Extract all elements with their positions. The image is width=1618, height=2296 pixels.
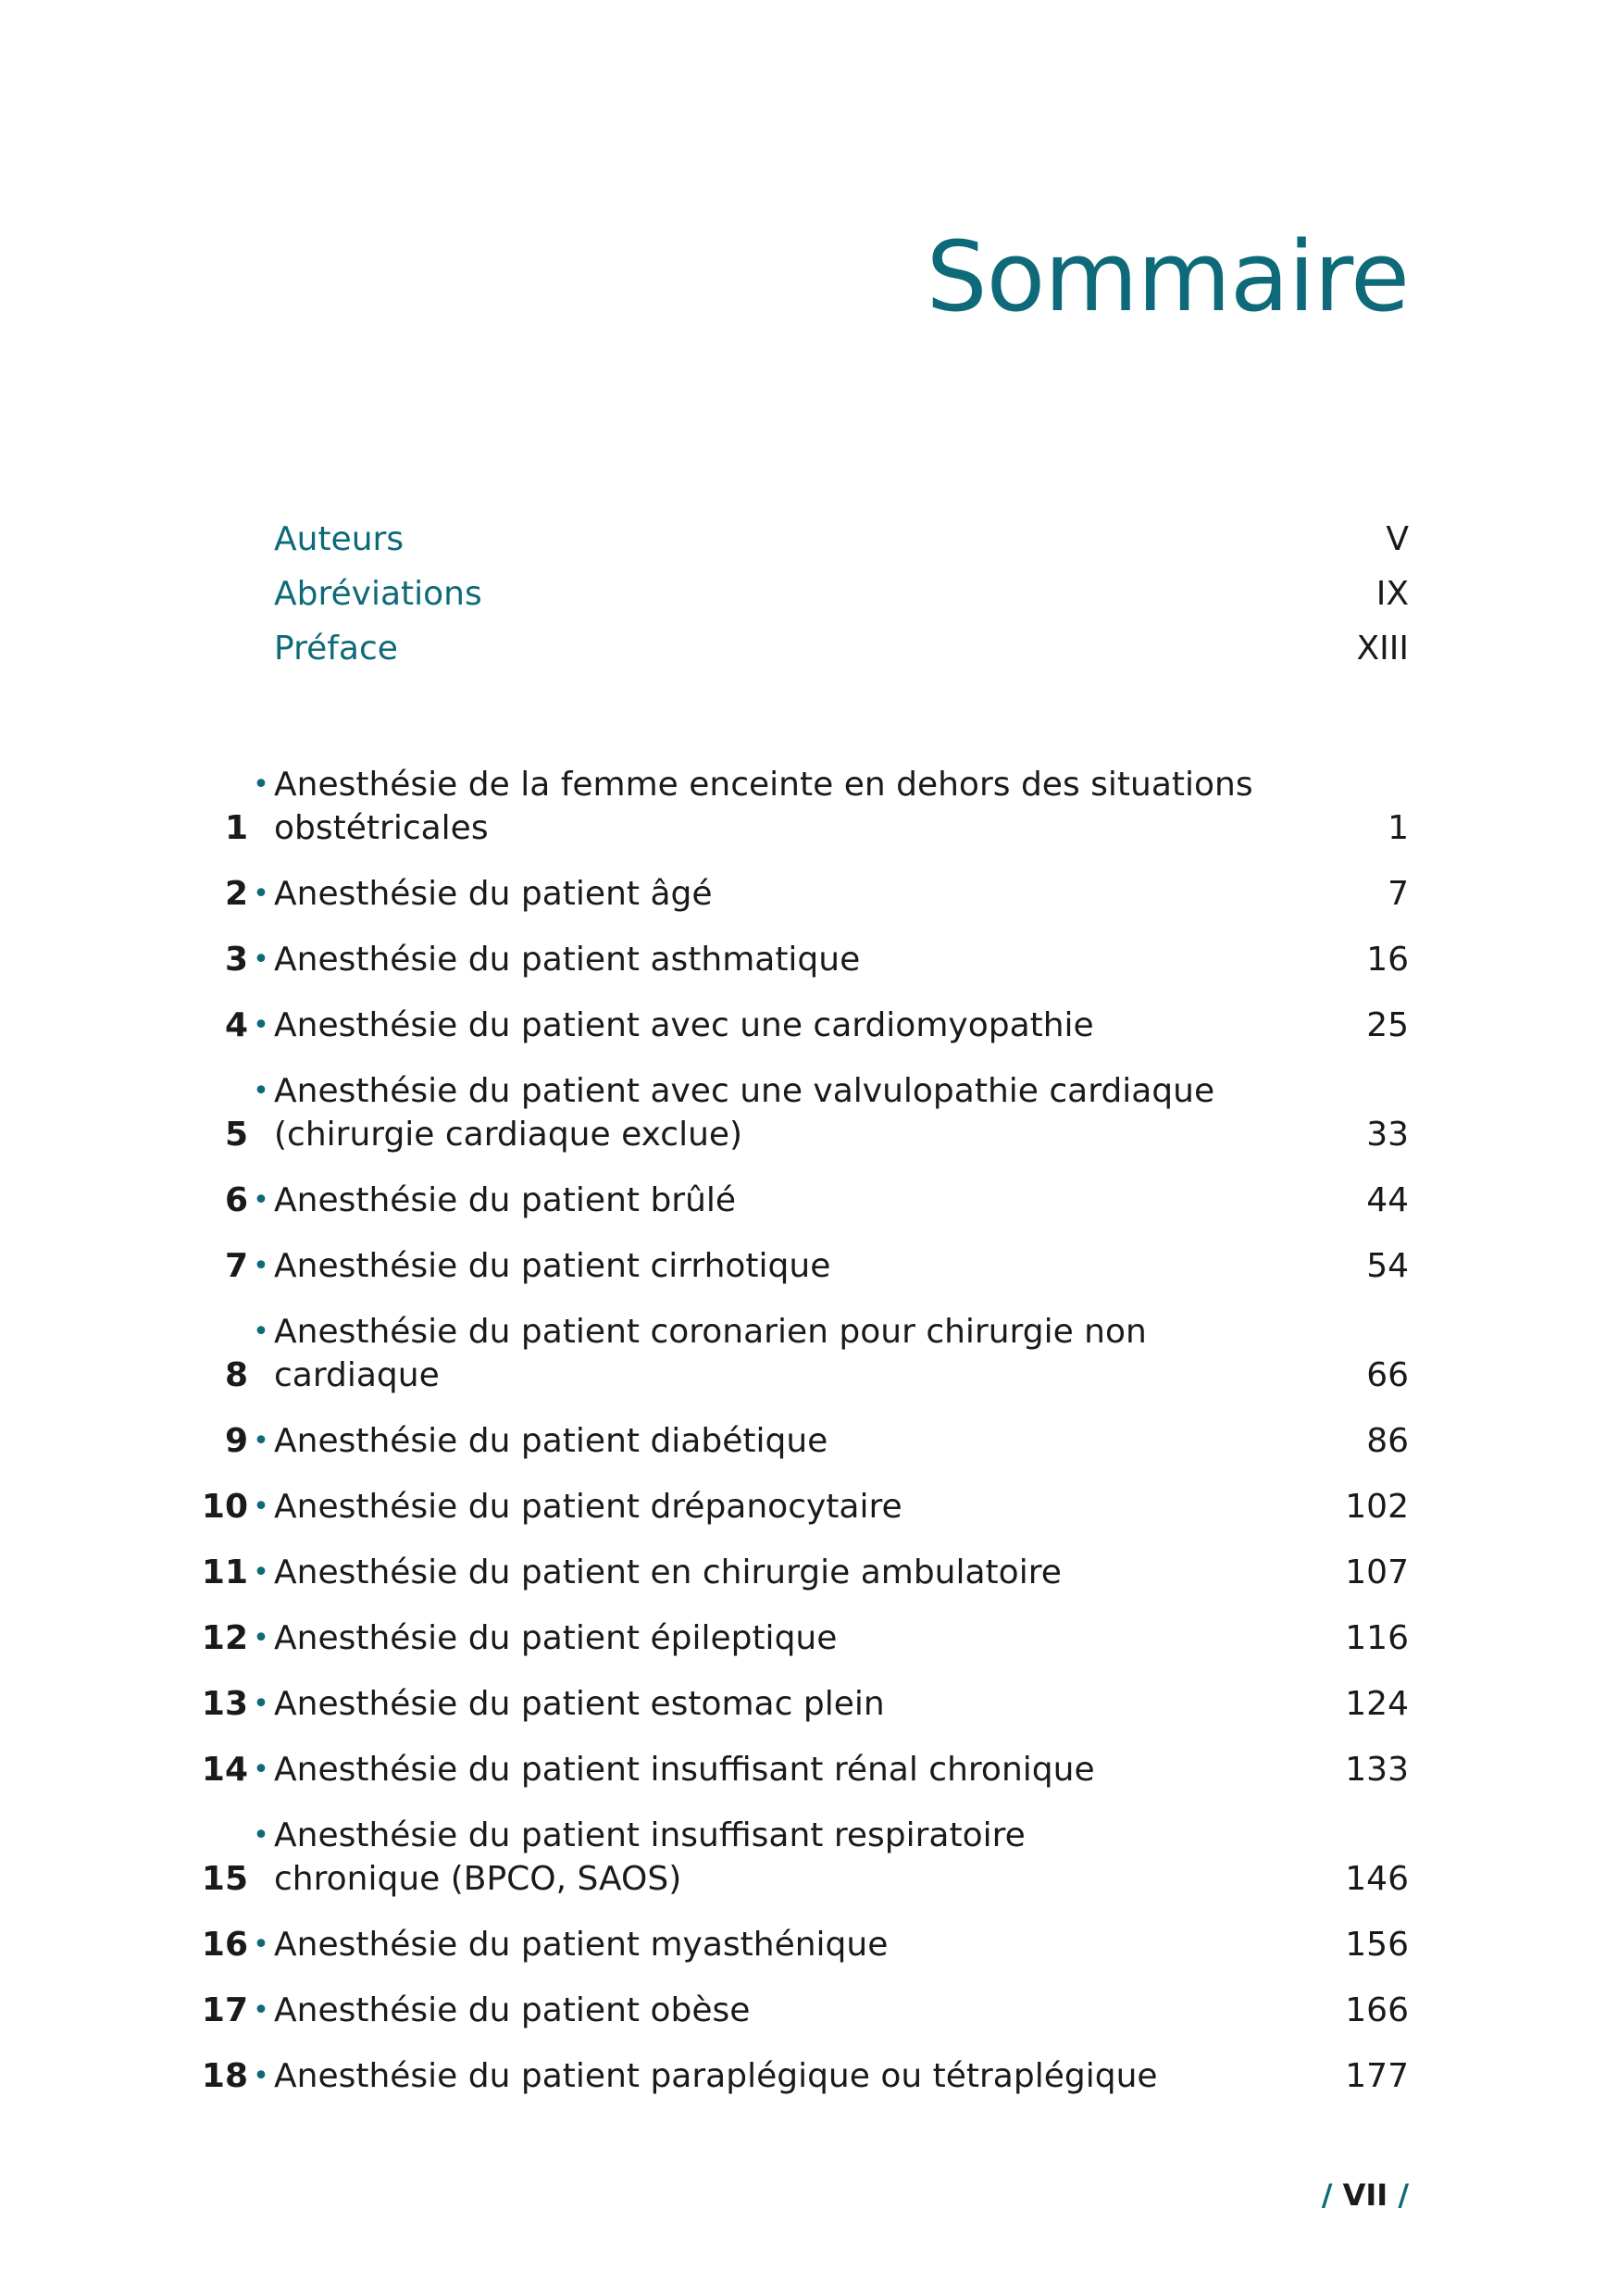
chapter-title	[274, 1814, 1316, 1901]
chapter-page: 86	[1366, 1422, 1409, 1460]
chapter-title-line: Anesthésie du patient paraplégique ou tétraplégique	[274, 2057, 1158, 2095]
folio-page-number: VII	[1342, 2177, 1388, 2213]
chapter-page: 54	[1366, 1247, 1409, 1285]
chapter-entry[interactable]	[185, 1989, 1409, 2032]
bullet-icon: •	[253, 1928, 269, 1961]
bullet-icon: •	[253, 2060, 269, 2092]
chapter-entry[interactable]	[185, 872, 1409, 916]
chapter-number: 17	[201, 1991, 248, 2029]
chapter-title-line: (chirurgie cardiaque exclue)	[274, 1116, 743, 1154]
chapter-title-line: Anesthésie du patient cirrhotique	[274, 1247, 831, 1285]
chapter-number: 6	[224, 1181, 248, 1219]
chapter-title	[274, 1551, 1316, 1594]
chapter-page: 33	[1366, 1116, 1409, 1154]
bullet-icon: •	[253, 1622, 269, 1654]
chapter-number: 5	[224, 1116, 248, 1154]
bullet-icon: •	[253, 1009, 269, 1042]
chapter-title-line: Anesthésie du patient insuffisant respiratoire	[274, 1816, 1026, 1854]
chapter-page: 166	[1345, 1991, 1409, 2029]
bullet-icon: •	[253, 1184, 269, 1217]
chapter-number: 3	[224, 941, 248, 979]
bullet-icon: •	[253, 1753, 269, 1786]
chapter-page: 116	[1345, 1619, 1409, 1657]
chapter-title	[274, 1989, 1316, 2032]
chapter-number: 16	[201, 1926, 248, 1964]
chapter-number: 7	[224, 1247, 248, 1285]
chapter-number: 9	[224, 1422, 248, 1460]
chapter-number: 2	[224, 875, 248, 913]
chapter-number: 13	[201, 1685, 248, 1723]
chapter-title	[274, 1244, 1316, 1288]
chapter-title-line: Anesthésie du patient diabétique	[274, 1422, 828, 1460]
chapter-entry[interactable]	[185, 1244, 1409, 1288]
chapter-entry[interactable]	[185, 1419, 1409, 1463]
chapter-page: 102	[1345, 1488, 1409, 1526]
chapter-number: 10	[201, 1488, 248, 1526]
chapter-title	[274, 1179, 1316, 1222]
chapter-title	[274, 1682, 1316, 1726]
chapter-entry[interactable]	[185, 1682, 1409, 1726]
bullet-icon: •	[253, 1250, 269, 1282]
chapter-title-line: Anesthésie de la femme enceinte en dehors des situations	[274, 766, 1253, 804]
chapter-title	[274, 1004, 1316, 1047]
chapter-title	[274, 1069, 1316, 1156]
page-title: Sommaire	[926, 220, 1409, 333]
bullet-icon: •	[253, 1688, 269, 1720]
bullet-icon: •	[253, 768, 269, 801]
chapter-title-line: Anesthésie du patient insuffisant rénal chronique	[274, 1751, 1095, 1789]
chapter-entry[interactable]	[185, 1310, 1409, 1397]
chapter-title-line: Anesthésie du patient obèse	[274, 1991, 751, 2029]
chapter-entry[interactable]	[185, 1004, 1409, 1047]
chapter-title	[274, 872, 1316, 916]
front-matter-label: Auteurs	[274, 520, 404, 558]
chapter-page: 177	[1345, 2057, 1409, 2095]
chapter-entry[interactable]	[185, 2054, 1409, 2098]
bullet-icon: •	[253, 1491, 269, 1523]
chapter-entry[interactable]	[185, 1814, 1409, 1901]
chapter-entry[interactable]	[185, 1179, 1409, 1222]
chapter-page: 16	[1366, 941, 1409, 979]
chapter-page: 156	[1345, 1926, 1409, 1964]
chapter-page: 124	[1345, 1685, 1409, 1723]
chapter-title	[274, 2054, 1316, 2098]
chapter-title	[274, 763, 1316, 850]
chapter-title	[274, 1310, 1316, 1397]
chapter-entry[interactable]	[185, 1923, 1409, 1966]
front-matter-label: Abréviations	[274, 575, 482, 613]
chapter-entry[interactable]	[185, 938, 1409, 981]
front-matter-page: IX	[1375, 575, 1409, 613]
folio-slash-left: /	[1321, 2177, 1333, 2213]
chapter-title-line: Anesthésie du patient brûlé	[274, 1181, 737, 1219]
bullet-icon: •	[253, 1075, 269, 1107]
chapter-title	[274, 1616, 1316, 1660]
chapter-title	[274, 1923, 1316, 1966]
chapter-page: 66	[1366, 1356, 1409, 1394]
chapter-list	[185, 763, 1409, 2120]
chapter-number: 1	[224, 809, 248, 847]
bullet-icon: •	[253, 1819, 269, 1852]
chapter-title	[274, 1485, 1316, 1529]
bullet-icon: •	[253, 878, 269, 910]
chapter-page: 133	[1345, 1751, 1409, 1789]
chapter-entry[interactable]	[185, 763, 1409, 850]
chapter-title-line: Anesthésie du patient avec une cardiomyopathie	[274, 1006, 1094, 1044]
chapter-entry[interactable]	[185, 1748, 1409, 1791]
chapter-title	[274, 1419, 1316, 1463]
chapter-entry[interactable]	[185, 1069, 1409, 1156]
folio-slash-right: /	[1398, 2177, 1409, 2213]
front-matter-page: XIII	[1356, 630, 1409, 668]
chapter-entry[interactable]	[185, 1616, 1409, 1660]
chapter-number: 11	[201, 1554, 248, 1591]
chapter-page: 25	[1366, 1006, 1409, 1044]
chapter-page: 107	[1345, 1554, 1409, 1591]
chapter-page: 1	[1388, 809, 1409, 847]
front-matter-page: V	[1386, 520, 1409, 558]
chapter-number: 4	[224, 1006, 248, 1044]
chapter-title-line: Anesthésie du patient avec une valvulopathie cardiaque	[274, 1072, 1215, 1110]
chapter-title-line: Anesthésie du patient en chirurgie ambulatoire	[274, 1554, 1062, 1591]
chapter-number: 8	[224, 1356, 248, 1394]
chapter-title-line: Anesthésie du patient asthmatique	[274, 941, 861, 979]
chapter-number: 15	[201, 1860, 248, 1898]
front-matter-item[interactable]	[274, 575, 1409, 630]
chapter-title	[274, 938, 1316, 981]
chapter-title-line: Anesthésie du patient myasthénique	[274, 1926, 889, 1964]
chapter-page: 7	[1388, 875, 1409, 913]
bullet-icon: •	[253, 1316, 269, 1348]
chapter-page: 44	[1366, 1181, 1409, 1219]
bullet-icon: •	[253, 943, 269, 976]
chapter-page: 146	[1345, 1860, 1409, 1898]
bullet-icon: •	[253, 1425, 269, 1457]
chapter-title-line: Anesthésie du patient âgé	[274, 875, 713, 913]
chapter-entry[interactable]	[185, 1485, 1409, 1529]
bullet-icon: •	[253, 1556, 269, 1589]
chapter-title-line: Anesthésie du patient épileptique	[274, 1619, 838, 1657]
chapter-number: 14	[201, 1751, 248, 1789]
chapter-title-line: Anesthésie du patient coronarien pour chirurgie non cardiaque	[274, 1313, 1147, 1394]
front-matter-item[interactable]	[274, 630, 1409, 684]
front-matter-list	[274, 520, 1409, 684]
chapter-title	[274, 1748, 1316, 1791]
chapter-number: 18	[201, 2057, 248, 2095]
chapter-title-line: Anesthésie du patient estomac plein	[274, 1685, 885, 1723]
bullet-icon: •	[253, 1994, 269, 2027]
chapter-title-line: obstétricales	[274, 809, 489, 847]
chapter-entry[interactable]	[185, 1551, 1409, 1594]
chapter-title-line: Anesthésie du patient drépanocytaire	[274, 1488, 902, 1526]
chapter-number: 12	[201, 1619, 248, 1657]
page-folio	[1322, 2177, 1409, 2213]
chapter-title-line: chronique (BPCO, SAOS)	[274, 1860, 682, 1898]
front-matter-item[interactable]	[274, 520, 1409, 575]
front-matter-label: Préface	[274, 630, 398, 668]
